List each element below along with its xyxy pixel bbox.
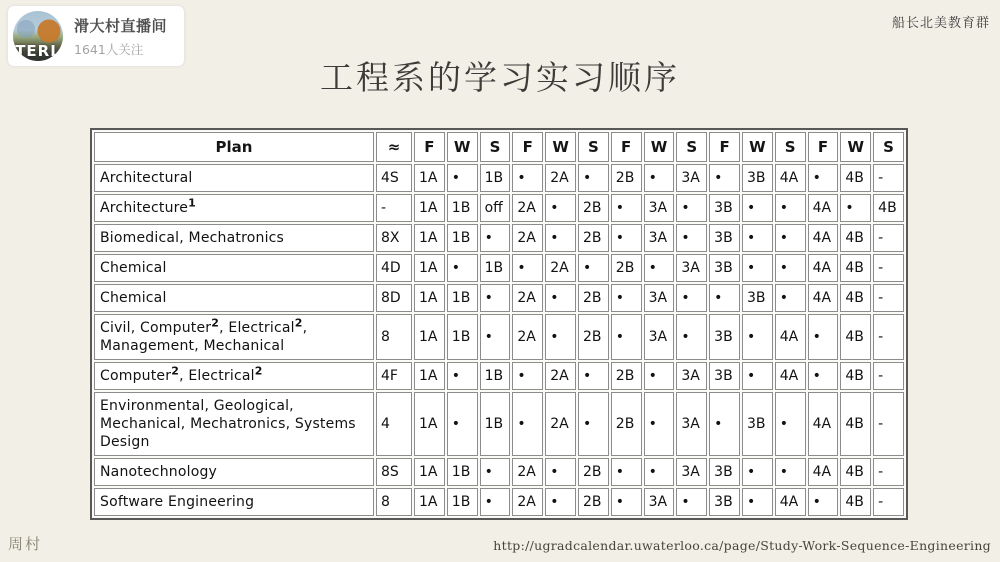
- sequence-code-cell: 8: [376, 314, 412, 360]
- plan-cell: Chemical: [94, 254, 374, 282]
- term-cell: •: [611, 194, 642, 222]
- term-cell: 3A: [676, 458, 707, 486]
- term-cell: •: [447, 362, 478, 390]
- term-cell: -: [873, 284, 904, 312]
- term-cell: 4B: [840, 488, 871, 516]
- term-cell: 2A: [512, 284, 543, 312]
- term-cell: 2B: [611, 254, 642, 282]
- sequence-code-cell: 8: [376, 488, 412, 516]
- term-cell: 2A: [512, 194, 543, 222]
- term-cell: 1A: [414, 392, 445, 456]
- term-cell: •: [480, 284, 511, 312]
- column-header: W: [447, 132, 478, 162]
- term-cell: 3A: [676, 392, 707, 456]
- term-cell: •: [447, 164, 478, 192]
- source-url: http://ugradcalendar.uwaterloo.ca/page/Study-Work-Sequence-Engineering: [493, 538, 991, 553]
- term-cell: •: [545, 194, 576, 222]
- term-cell: 4B: [840, 164, 871, 192]
- term-cell: •: [480, 488, 511, 516]
- sequence-code-cell: -: [376, 194, 412, 222]
- sequence-code-cell: 4D: [376, 254, 412, 282]
- column-header: W: [840, 132, 871, 162]
- column-header: F: [414, 132, 445, 162]
- term-cell: 3B: [709, 194, 740, 222]
- term-cell: 2A: [512, 224, 543, 252]
- term-cell: 2B: [611, 362, 642, 390]
- column-header: S: [578, 132, 609, 162]
- term-cell: 1A: [414, 284, 445, 312]
- term-cell: 4B: [840, 254, 871, 282]
- term-cell: 1B: [447, 284, 478, 312]
- slide-title: 工程系的学习实习顺序: [320, 58, 680, 97]
- table-row: [94, 224, 904, 252]
- table-row: [94, 164, 904, 192]
- term-cell: 3A: [676, 164, 707, 192]
- term-cell: •: [775, 392, 806, 456]
- term-cell: 4A: [808, 194, 839, 222]
- term-cell: -: [873, 254, 904, 282]
- term-cell: •: [676, 224, 707, 252]
- term-cell: 4B: [873, 194, 904, 222]
- header-row: [94, 132, 904, 162]
- term-cell: •: [545, 224, 576, 252]
- term-cell: off: [480, 194, 511, 222]
- term-cell: -: [873, 224, 904, 252]
- term-cell: 1B: [480, 392, 511, 456]
- term-cell: 3B: [709, 488, 740, 516]
- term-cell: •: [611, 314, 642, 360]
- column-header: W: [545, 132, 576, 162]
- term-cell: 3A: [644, 314, 675, 360]
- table-row: [94, 284, 904, 312]
- term-cell: •: [840, 194, 871, 222]
- term-cell: •: [545, 284, 576, 312]
- term-cell: •: [512, 164, 543, 192]
- term-cell: 3A: [644, 284, 675, 312]
- term-cell: •: [775, 194, 806, 222]
- term-cell: •: [808, 164, 839, 192]
- term-cell: 1A: [414, 194, 445, 222]
- plan-cell: Civil, Computer$^2$, Electrical$^2$, Management, Mechanical: [94, 314, 374, 360]
- term-cell: 2A: [512, 488, 543, 516]
- term-cell: •: [775, 458, 806, 486]
- term-cell: •: [644, 254, 675, 282]
- sequence-code-cell: 8D: [376, 284, 412, 312]
- term-cell: 3B: [742, 284, 773, 312]
- term-cell: -: [873, 392, 904, 456]
- term-cell: •: [709, 284, 740, 312]
- term-cell: 2B: [611, 164, 642, 192]
- term-cell: 3B: [709, 362, 740, 390]
- term-cell: •: [775, 224, 806, 252]
- term-cell: •: [644, 392, 675, 456]
- term-cell: 4B: [840, 458, 871, 486]
- term-cell: •: [742, 362, 773, 390]
- term-cell: •: [742, 488, 773, 516]
- column-header: S: [480, 132, 511, 162]
- term-cell: 1A: [414, 458, 445, 486]
- term-cell: 2A: [512, 314, 543, 360]
- term-cell: 2A: [545, 392, 576, 456]
- table-row: [94, 314, 904, 360]
- avatar-sign-text: TERL: [15, 42, 61, 60]
- term-cell: 4A: [775, 488, 806, 516]
- term-cell: 4A: [808, 224, 839, 252]
- sequence-code-cell: 8X: [376, 224, 412, 252]
- term-cell: 2B: [578, 458, 609, 486]
- table-row: [94, 254, 904, 282]
- term-cell: -: [873, 164, 904, 192]
- follower-count: 1641人关注: [74, 41, 144, 57]
- table-row: [94, 194, 904, 222]
- term-cell: 4B: [840, 392, 871, 456]
- term-cell: 3B: [709, 314, 740, 360]
- term-cell: 2A: [512, 458, 543, 486]
- term-cell: -: [873, 314, 904, 360]
- term-cell: •: [742, 224, 773, 252]
- term-cell: •: [578, 392, 609, 456]
- term-cell: 1A: [414, 224, 445, 252]
- term-cell: •: [480, 224, 511, 252]
- term-cell: •: [480, 458, 511, 486]
- column-header: F: [709, 132, 740, 162]
- term-cell: 3A: [644, 224, 675, 252]
- term-cell: 1B: [447, 488, 478, 516]
- term-cell: 3B: [709, 458, 740, 486]
- plan-cell: Software Engineering: [94, 488, 374, 516]
- term-cell: •: [447, 254, 478, 282]
- term-cell: •: [676, 314, 707, 360]
- term-cell: 1A: [414, 314, 445, 360]
- term-cell: 3B: [709, 254, 740, 282]
- term-cell: 3A: [644, 194, 675, 222]
- term-cell: 1B: [480, 254, 511, 282]
- table-row: [94, 488, 904, 516]
- term-cell: •: [808, 488, 839, 516]
- column-header: S: [775, 132, 806, 162]
- term-cell: 2B: [578, 284, 609, 312]
- column-header: F: [512, 132, 543, 162]
- group-watermark: 船长北美教育群: [891, 16, 990, 31]
- term-cell: •: [545, 314, 576, 360]
- term-cell: 2B: [578, 314, 609, 360]
- plan-cell: Biomedical, Mechatronics: [94, 224, 374, 252]
- column-header: ≈: [376, 132, 412, 162]
- plan-cell: Nanotechnology: [94, 458, 374, 486]
- term-cell: 2A: [545, 362, 576, 390]
- term-cell: •: [709, 164, 740, 192]
- term-cell: 1A: [414, 488, 445, 516]
- column-header: S: [873, 132, 904, 162]
- term-cell: 3B: [709, 224, 740, 252]
- plan-cell: Chemical: [94, 284, 374, 312]
- term-cell: •: [611, 224, 642, 252]
- term-cell: •: [742, 194, 773, 222]
- term-cell: 1A: [414, 164, 445, 192]
- term-cell: •: [676, 284, 707, 312]
- plan-cell: Computer$^2$, Electrical$^2$: [94, 362, 374, 390]
- term-cell: 4A: [775, 362, 806, 390]
- term-cell: •: [512, 392, 543, 456]
- column-header: W: [742, 132, 773, 162]
- term-cell: •: [578, 362, 609, 390]
- term-cell: 2B: [611, 392, 642, 456]
- term-cell: 1B: [447, 194, 478, 222]
- sequence-table: [90, 128, 908, 520]
- term-cell: 3A: [644, 488, 675, 516]
- term-cell: 4B: [840, 224, 871, 252]
- column-header: S: [676, 132, 707, 162]
- column-header: F: [611, 132, 642, 162]
- term-cell: •: [808, 362, 839, 390]
- term-cell: 4A: [808, 284, 839, 312]
- term-cell: •: [676, 488, 707, 516]
- column-header: W: [644, 132, 675, 162]
- term-cell: •: [644, 164, 675, 192]
- term-cell: •: [644, 362, 675, 390]
- term-cell: 3A: [676, 362, 707, 390]
- table-row: [94, 458, 904, 486]
- term-cell: •: [480, 314, 511, 360]
- term-cell: •: [742, 458, 773, 486]
- term-cell: 1B: [480, 362, 511, 390]
- term-cell: 4A: [808, 458, 839, 486]
- table-row: [94, 362, 904, 390]
- term-cell: 1B: [447, 224, 478, 252]
- term-cell: •: [644, 458, 675, 486]
- term-cell: 4B: [840, 314, 871, 360]
- term-cell: •: [611, 284, 642, 312]
- table-body: [94, 164, 904, 516]
- stream-room-name: 滑大村直播间: [74, 16, 168, 35]
- term-cell: •: [808, 314, 839, 360]
- sequence-code-cell: 4F: [376, 362, 412, 390]
- term-cell: •: [775, 284, 806, 312]
- term-cell: 2B: [578, 488, 609, 516]
- term-cell: 3A: [676, 254, 707, 282]
- term-cell: •: [611, 458, 642, 486]
- term-cell: •: [611, 488, 642, 516]
- column-header: Plan: [94, 132, 374, 162]
- term-cell: -: [873, 488, 904, 516]
- term-cell: •: [512, 362, 543, 390]
- term-cell: -: [873, 362, 904, 390]
- term-cell: 3B: [742, 392, 773, 456]
- table-row: [94, 392, 904, 456]
- sequence-code-cell: 4S: [376, 164, 412, 192]
- plan-cell: Architecture$^1$: [94, 194, 374, 222]
- term-cell: 4B: [840, 362, 871, 390]
- term-cell: •: [676, 194, 707, 222]
- column-header: F: [808, 132, 839, 162]
- term-cell: 4A: [775, 164, 806, 192]
- term-cell: •: [742, 314, 773, 360]
- plan-cell: Environmental, Geological, Mechanical, Mechatronics, Systems Design: [94, 392, 374, 456]
- term-cell: 1B: [480, 164, 511, 192]
- term-cell: •: [545, 458, 576, 486]
- term-cell: •: [545, 488, 576, 516]
- sequence-code-cell: 8S: [376, 458, 412, 486]
- term-cell: 1A: [414, 362, 445, 390]
- plan-cell: Architectural: [94, 164, 374, 192]
- term-cell: 1A: [414, 254, 445, 282]
- term-cell: 2A: [545, 254, 576, 282]
- term-cell: •: [775, 254, 806, 282]
- term-cell: 1B: [447, 458, 478, 486]
- term-cell: 4A: [808, 392, 839, 456]
- term-cell: 2B: [578, 224, 609, 252]
- term-cell: •: [447, 392, 478, 456]
- term-cell: 4B: [840, 284, 871, 312]
- term-cell: •: [578, 254, 609, 282]
- sequence-code-cell: 4: [376, 392, 412, 456]
- term-cell: -: [873, 458, 904, 486]
- term-cell: 2A: [545, 164, 576, 192]
- term-cell: •: [578, 164, 609, 192]
- term-cell: 2B: [578, 194, 609, 222]
- term-cell: 4A: [808, 254, 839, 282]
- term-cell: 4A: [775, 314, 806, 360]
- term-cell: 1B: [447, 314, 478, 360]
- term-cell: •: [709, 392, 740, 456]
- presenter-name: 周村: [8, 535, 43, 553]
- term-cell: •: [742, 254, 773, 282]
- term-cell: •: [512, 254, 543, 282]
- term-cell: 3B: [742, 164, 773, 192]
